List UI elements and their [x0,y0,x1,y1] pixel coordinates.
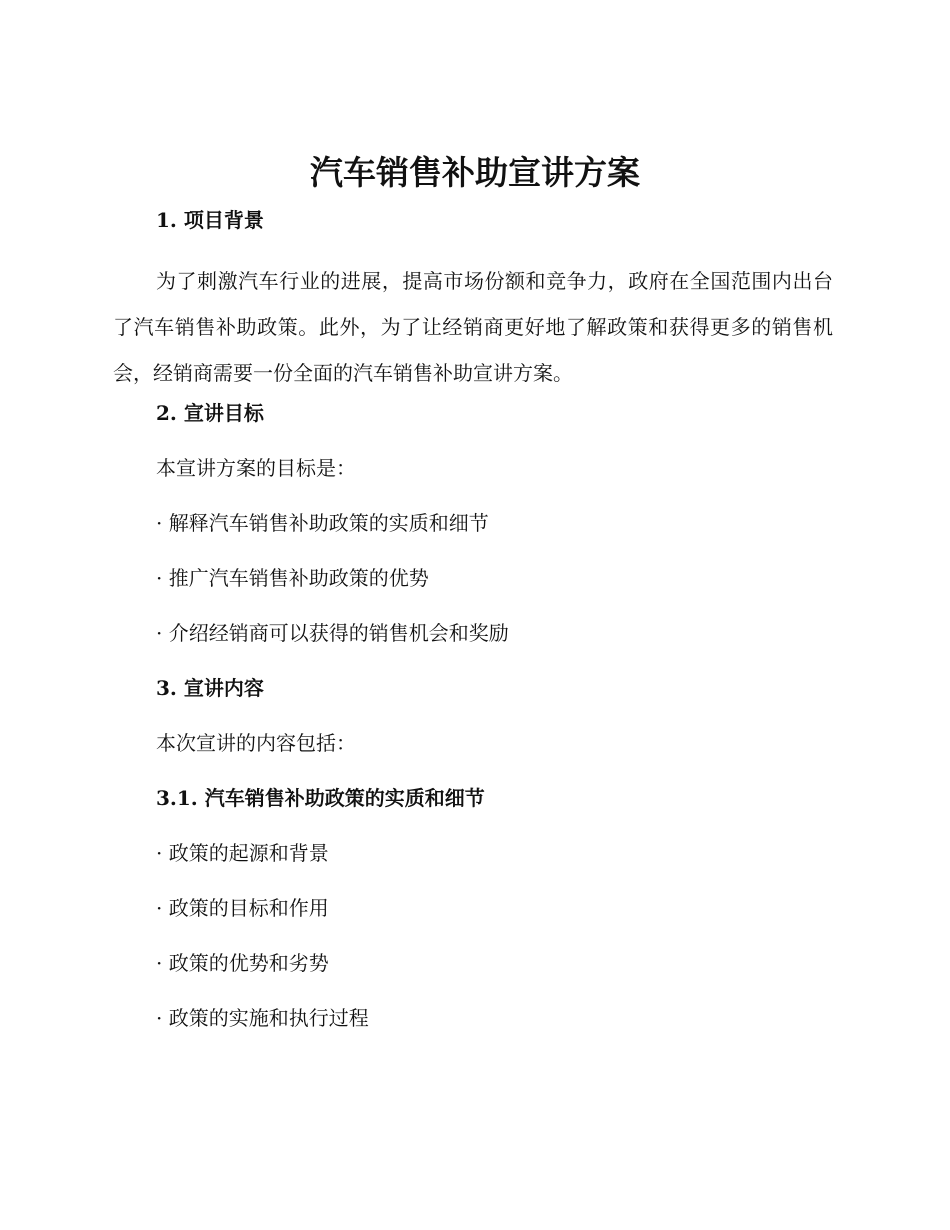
section-2-bullet: · 介绍经销商可以获得的销售机会和奖励 [156,621,509,645]
section-2-bullet: · 推广汽车销售补助政策的优势 [156,566,429,590]
section-2-intro: 本宣讲方案的目标是： [156,456,356,480]
section-2-heading: 2. 宣讲目标 [156,401,264,425]
section-1-paragraph: 为了刺激汽车行业的进展，提高市场份额和竞争力，政府在全国范围内出台了汽车销售补助政策。此外，为了让经销商更好地了解政策和获得更多的销售机会，经销商需要一份全面的汽车销售补助宣讲方案。 [113,269,833,385]
subsection-3-1-bullet: · 政策的起源和背景 [156,841,329,865]
section-3-intro: 本次宣讲的内容包括： [156,731,356,755]
subsection-3-1-heading: 3.1. 汽车销售补助政策的实质和细节 [156,786,485,810]
subsection-3-1-bullet: · 政策的目标和作用 [156,896,329,920]
section-3-heading: 3. 宣讲内容 [156,676,264,700]
section-2-bullet: · 解释汽车销售补助政策的实质和细节 [156,511,489,535]
document-title: 汽车销售补助宣讲方案 [310,153,640,192]
subsection-3-1-bullet: · 政策的优势和劣势 [156,951,329,975]
subsection-3-1-bullet: · 政策的实施和执行过程 [156,1006,369,1030]
section-1-heading: 1. 项目背景 [156,208,264,232]
